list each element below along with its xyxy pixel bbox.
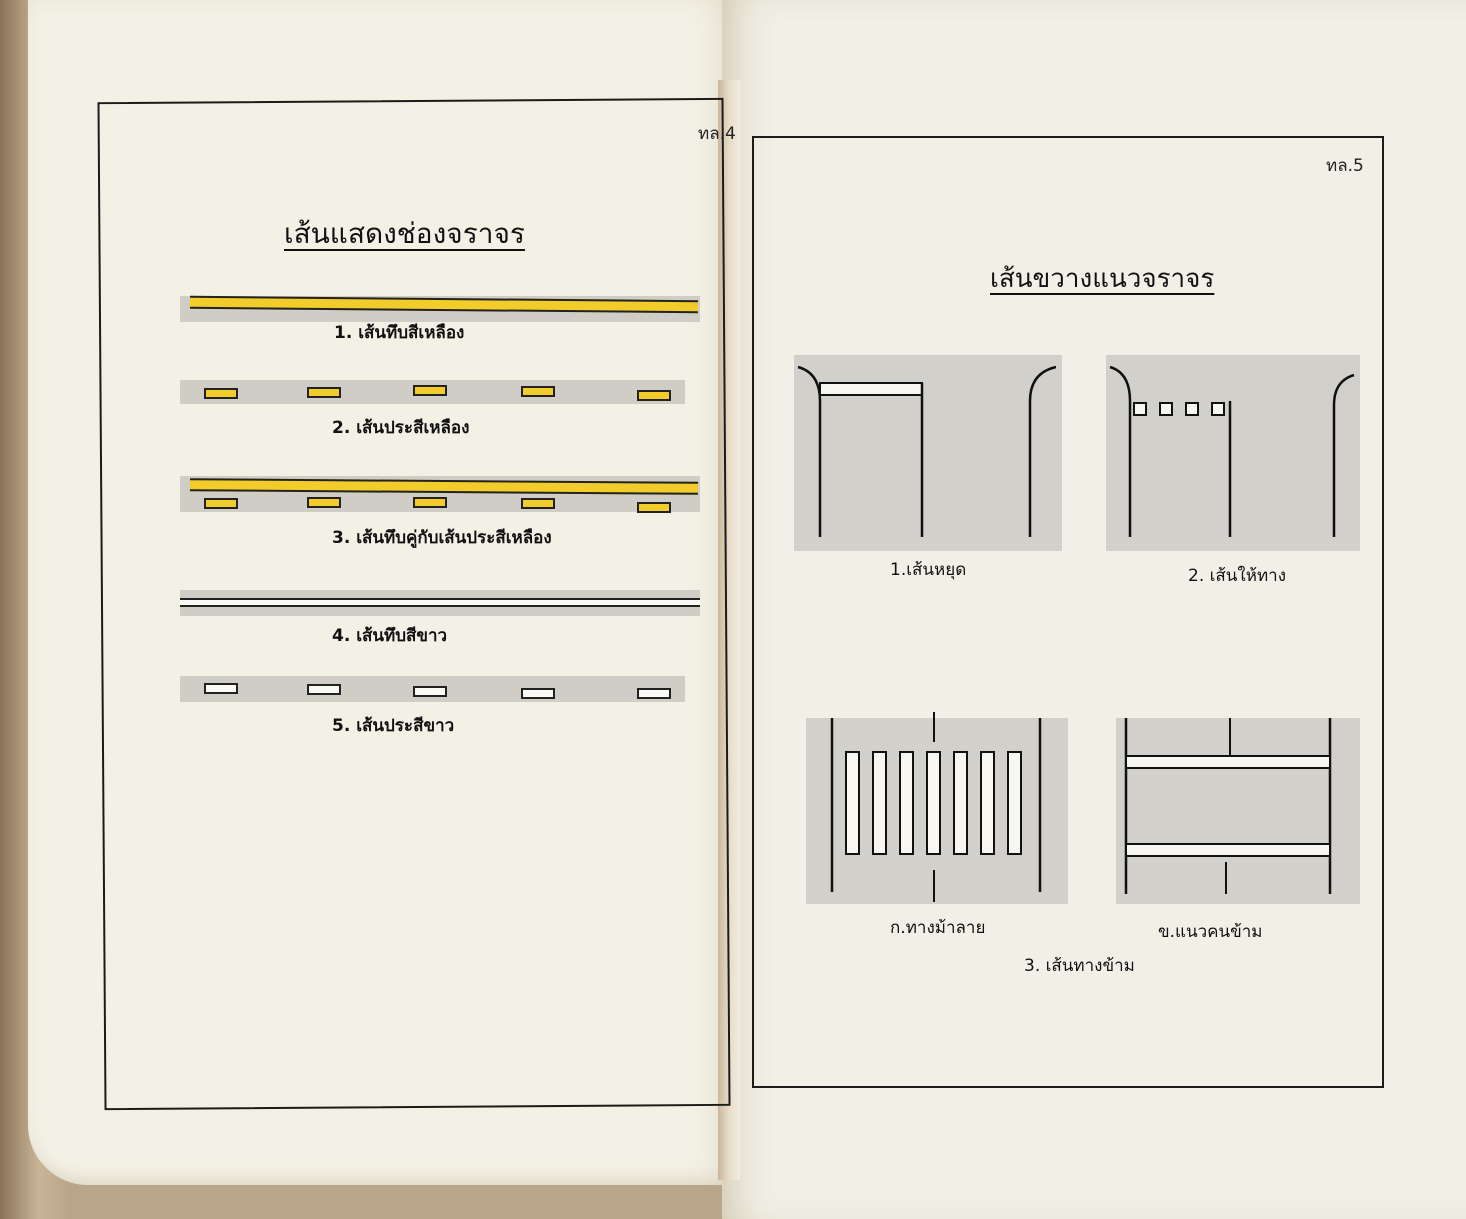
caption-dashed-yellow: 2. เส้นประสีเหลือง — [332, 418, 470, 438]
yellow-dash — [521, 386, 555, 397]
caption-stop-line: 1.เส้นหยุด — [890, 560, 967, 580]
white-dash — [307, 684, 341, 695]
left-page-number: ทล.4 — [698, 124, 736, 144]
right-page-title: เส้นขวางแนวจราจร — [990, 264, 1215, 294]
caption-yield-line: 2. เส้นให้ทาง — [1188, 566, 1286, 586]
stop-line-diagram — [794, 355, 1064, 555]
yellow-dash — [637, 390, 671, 401]
pedestrian-crossing-diagram — [1116, 712, 1362, 908]
yield-line-diagram — [1106, 355, 1362, 555]
white-dash — [413, 686, 447, 697]
caption-zebra-crossing: ก.ทางม้าลาย — [890, 918, 986, 938]
white-dash — [521, 688, 555, 699]
yellow-dash — [521, 498, 555, 509]
caption-solid-dashed-yellow: 3. เส้นทึบคู่กับเส้นประสีเหลือง — [332, 528, 552, 548]
yellow-dash — [413, 497, 447, 508]
yellow-dash — [204, 498, 238, 509]
white-dash — [204, 683, 238, 694]
left-page-title: เส้นแสดงช่องจราจร — [284, 217, 525, 250]
white-dash — [637, 688, 671, 699]
yellow-dash — [307, 497, 341, 508]
caption-dashed-white: 5. เส้นประสีขาว — [332, 716, 455, 736]
yellow-dash — [307, 387, 341, 398]
yellow-dash — [637, 502, 671, 513]
caption-solid-white: 4. เส้นทึบสีขาว — [332, 626, 448, 646]
caption-crossing-lines: 3. เส้นทางข้าม — [1024, 956, 1135, 976]
right-page-number: ทล.5 — [1326, 156, 1364, 176]
caption-solid-yellow: 1. เส้นทึบสีเหลือง — [334, 323, 465, 343]
solid-white-line — [180, 598, 700, 607]
zebra-crossing-diagram — [806, 712, 1070, 908]
caption-pedestrian-crossing: ข.แนวคนข้าม — [1158, 922, 1263, 942]
yellow-dash — [204, 388, 238, 399]
yellow-dash — [413, 385, 447, 396]
